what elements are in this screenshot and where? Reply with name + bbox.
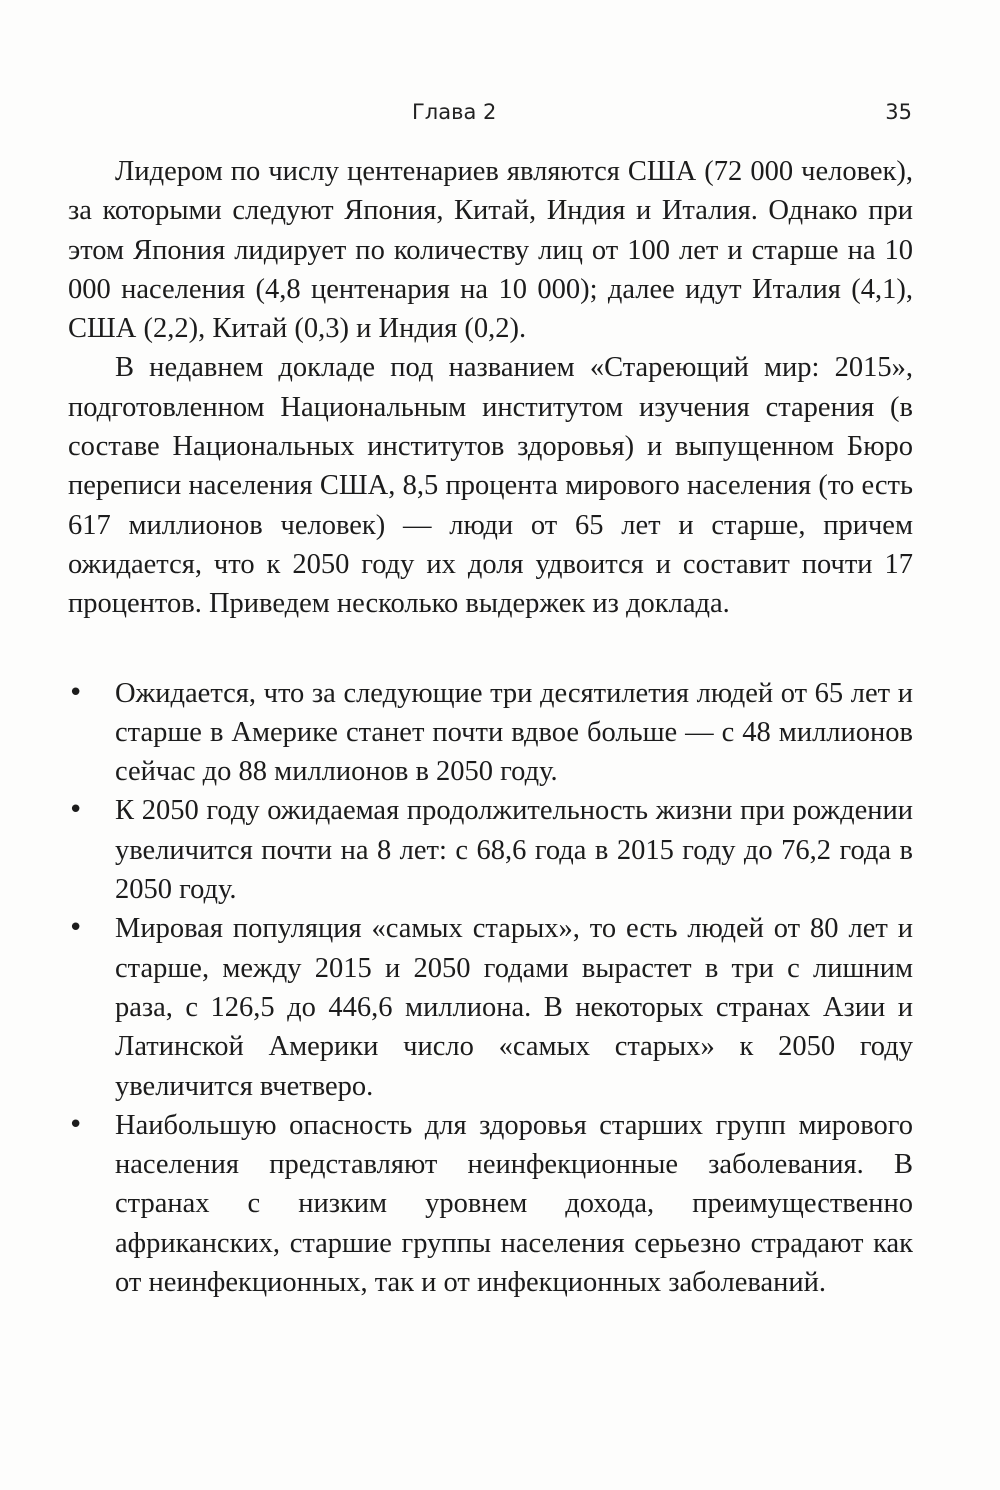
list-item-text: К 2050 году ожидаемая продолжительность жизни при рождении увеличится почти на 8 лет: с 68,6 года в 2015 году до 76,2 года в 2050 году. bbox=[115, 795, 913, 906]
running-header bbox=[0, 96, 1000, 132]
page-number: 35 bbox=[885, 100, 912, 124]
chapter-title: Глава 2 bbox=[412, 100, 497, 124]
body-text bbox=[68, 152, 913, 1302]
list-item bbox=[68, 1106, 913, 1302]
list-item-text: Мировая популяция «самых старых», то есть людей от 80 лет и старше, между 2015 и 2050 годами вырастет в три с лишним раза, с 126,5 до 446,6 миллиона. В некоторых странах Азии и Латинской Америки число «самых старых» к 2050 году увеличится вчетверо. bbox=[115, 913, 913, 1102]
bullet-icon: • bbox=[68, 795, 84, 826]
list-item bbox=[68, 791, 913, 909]
bullet-icon: • bbox=[68, 913, 84, 944]
list-item-text: Наибольшую опасность для здоровья старших групп мирового населения представляют неинфекционные заболевания. В странах с низким уровнем дохода, преимущественно африканских, старшие группы населения серьезно страдают как от неинфекционных, так и от инфекционных заболеваний. bbox=[115, 1109, 913, 1299]
paragraph: В недавнем докладе под названием «Стареющий мир: 2015», подготовленном Национальным институтом изучения старения (в составе Национальных институтов здоровья) и выпущенном Бюро переписи населения США, 8,5 процента мирового населения (то есть 617 миллионов человек) — люди от 65 лет и старше, причем ожидается, что к 2050 году их доля удвоится и составит почти 17 процентов. Приведем несколько выдержек из доклада. bbox=[68, 352, 913, 620]
bullet-icon: • bbox=[68, 677, 84, 708]
bullet-icon: • bbox=[68, 1109, 84, 1140]
list-item bbox=[68, 674, 913, 792]
list-item-text: Ожидается, что за следующие три десятилетия людей от 65 лет и старше в Америке станет почти вдвое больше — с 48 миллионов сейчас до 88 миллионов в 2050 году. bbox=[115, 677, 913, 788]
paragraph: Лидером по числу центенариев являются США (72 000 человек), за которыми следуют Япония, Китай, Индия и Италия. Однако при этом Япония лидирует по количеству лиц от 100 лет и старше на 10 000 населения (4,8 центенария на 10 000); далее идут Италия (4,1), США (2,2), Китай (0,3) и Индия (0,2). bbox=[68, 156, 913, 345]
bullet-list bbox=[68, 674, 913, 1303]
list-item bbox=[68, 909, 913, 1105]
